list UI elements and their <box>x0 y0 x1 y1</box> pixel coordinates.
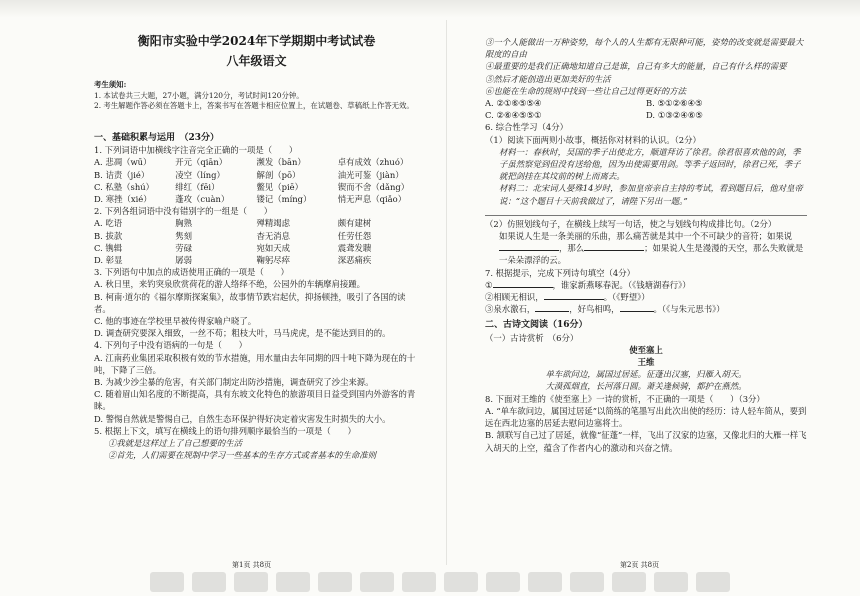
poem-line-1: 单车欲问边，属国过居延。征蓬出汉塞，归雁入胡天。 <box>545 369 747 380</box>
q6-2-sentence-b: ，那么 <box>559 243 585 254</box>
q7-3-text: ③泉水激石， <box>485 304 536 315</box>
q6-material-2: 材料二：北宋词人晏殊14岁时，参加皇帝亲自主持的考试，看到题目后，他对皇帝说：“这个题目十天前我做过了，请陛下另出一题。” <box>499 183 803 206</box>
q5-statement-1: ①我就是这样过上了自己想要的生活 <box>108 438 242 449</box>
page-number-left: 第1页 共8页 <box>232 561 272 569</box>
q2-b-2: 隽刻 <box>175 230 192 241</box>
q1-b-1: B. 诘责（jié） <box>94 169 150 180</box>
q5-statement-2: ②首先，人们需要在规制中学习一些基本的生存方式或者基本的生命准则 <box>108 450 376 461</box>
q6-part-2-text <box>485 230 807 267</box>
q5-option-b: B. ⑤①②⑥④⑤ <box>646 98 703 109</box>
q2-c-3: 宛如天成 <box>256 242 290 253</box>
q8-option-b: B. 颔联写自己过了居延，就像“征蓬”一样，飞出了汉家的边塞，又像北归的大雁一样飞入胡天的上空，蕴含了作者内心的激动和兴奋之情。 <box>485 430 807 453</box>
instruction-1: 1. 本试卷共三大题，27小题，满分120分，考试时间120分钟。 <box>94 90 304 100</box>
answer-line <box>485 215 807 216</box>
q2-c-4: 震聋发聩 <box>337 242 372 253</box>
instructions <box>94 80 419 112</box>
q7-3-mid: ，好鸟相鸣， <box>569 304 620 315</box>
q1-a-4: 卓有成效（zhuó） <box>337 157 409 168</box>
q5-options-row-1 <box>485 97 807 109</box>
scan-artifact <box>486 572 520 592</box>
q1-a-2: 开元（qiān） <box>175 157 228 168</box>
q4-option-c: C. 随着眉山知名度的不断提高，具有东坡文化特色的旅游项目日益受到国内外游客的青睐。 <box>94 389 416 412</box>
q2-b-3: 杳无消息 <box>256 230 290 241</box>
scan-artifact <box>444 572 478 592</box>
q6-part-1: （1）阅读下面两则小故事，概括你对材料的认识。（2分） <box>485 134 701 145</box>
q5-option-c: C. ②⑥④⑤⑤① <box>485 110 542 121</box>
q1-b-3: 解剖（pō） <box>256 169 301 180</box>
scan-artifact <box>276 572 310 592</box>
q3-option-a: A. 秋日里，来钓突泉欣赏荷花的游人络绎不绝，公园外的车辆摩肩接踵。 <box>94 279 365 290</box>
scan-artifact <box>318 572 352 592</box>
instructions-heading: 考生须知: <box>94 80 127 89</box>
q2-a-1: A. 吃语 <box>94 218 123 229</box>
q1-c-1: C. 私塾（shú） <box>94 181 155 192</box>
q3-option-d: D. 调查研究要深入细致，一丝不苟；粗枝大叶，马马虎虎，是不能达到目的的。 <box>94 328 391 339</box>
q7-2-src: 。（《野望》） <box>603 292 650 303</box>
scan-artifact <box>570 572 604 592</box>
q1-option-b <box>94 169 419 181</box>
q5-statement-5: ⑤然后才能创造出更加美好的生活 <box>485 73 611 84</box>
scan-artifact <box>402 572 436 592</box>
q6-material-1: 材料一：春秋时，吴国的季子出使北方，顺道拜访了徐君。徐君很喜欢他的剑，季子虽然察觉到但没有送给他，因为出使需要用剑。等季子返回时，徐君已死，季子就把剑挂在其坟前的树上而离去。 <box>499 146 801 182</box>
scan-artifact <box>192 572 226 592</box>
section-2-heading: 二、古诗文阅读（16分） <box>485 320 588 331</box>
q1-d-4: 悄无声息（qiǎo） <box>337 194 407 205</box>
q8-option-a: A. “单车欲问边，属国过居延”以简练的笔墨写出此次出使的经历：诗人轻车简从，要到远在西北边塞的居延去慰问边塞将士。 <box>485 405 807 429</box>
blank-1 <box>499 242 559 251</box>
section-1-heading: 一、基础积累与运用 （23分） <box>94 133 220 143</box>
q4-option-b: B. 为减少沙尘暴的危害，有关部门制定出防沙措施，调查研究了沙尘来源。 <box>94 377 374 388</box>
q5-statement-6: ⑥也能在生命的规则中找到一些让自己过得更好的方法 <box>485 85 686 96</box>
q1-d-2: 蓬攻（cuàn） <box>175 194 230 205</box>
q1-a-3: 濒发（bān） <box>256 157 306 168</box>
poem-line-2: 大漠孤烟直，长河落日圆。萧关逢候骑，都护在燕然。 <box>545 381 747 392</box>
q1-option-d <box>94 193 419 205</box>
q2-d-4: 深恶痛疾 <box>337 255 372 266</box>
q6-2-sentence-a: 如果说人生是一条美丽的乐曲，那么痛苦就是其中一个不可缺少的音符；如果说 <box>499 231 793 242</box>
q1-c-4: 锲而不舍（dǎng） <box>337 181 410 192</box>
question-7: 7. 根据提示，完成下列诗句填空（4分） <box>485 267 635 278</box>
scan-artifact <box>150 572 184 592</box>
blank-4 <box>544 291 604 300</box>
q2-option-a <box>94 217 419 229</box>
q2-c-2: 劳碌 <box>175 242 192 253</box>
right-column <box>485 36 807 566</box>
scan-artifact <box>612 572 646 592</box>
left-column <box>94 132 419 572</box>
q2-d-3: 鞠躬尽瘁 <box>256 255 290 266</box>
question-5: 5. 根据上下文，填写在横线上的语句排列顺序最恰当的一项是（ ） <box>94 425 356 436</box>
question-3: 3. 下列语句中加点的成语使用正确的一项是（ ） <box>94 267 289 278</box>
blank-2 <box>584 242 644 251</box>
q2-a-3: 殚精竭虑 <box>256 218 290 229</box>
q7-1-num: ① <box>485 279 493 290</box>
section-2-1-heading: （一）古诗赏析 （6分） <box>485 332 579 343</box>
q7-line-2 <box>485 291 807 303</box>
question-6: 6. 综合性学习（4分） <box>485 122 568 133</box>
scan-artifact <box>234 572 268 592</box>
question-4: 4. 下列句子中没有语病的一句是（ ） <box>94 340 248 351</box>
q7-1-text: ，谁家新燕啄春泥。（《钱塘湖春行》） <box>552 279 691 290</box>
q2-option-b <box>94 230 419 242</box>
scan-artifact <box>528 572 562 592</box>
q6-2-sentence-c: ；如果说人生是漫漫的天空，那么失败就是一朵朵漂浮的云。 <box>499 243 804 266</box>
q5-statement-3: ③一个人能做出一万种姿势，每个人的人生都有无限种可能，姿势的改变就是需要最大限度的自由 <box>485 37 804 60</box>
q4-option-d: D. 警惕自然就是警惕自己，自然生态环保护得好决定着灾害发生时损失的大小。 <box>94 413 391 424</box>
q3-option-b: B. 柯南·道尔的《福尔摩斯探案集》，故事情节跌宕起伏，抑扬顿挫，吸引了各国的读者。 <box>94 291 406 314</box>
q2-option-c <box>94 242 419 254</box>
page-number-right: 第2页 共8页 <box>620 561 660 569</box>
poem-title: 使至塞上 <box>629 344 663 355</box>
q5-option-a: A. ②①⑥⑤⑤④ <box>485 98 542 109</box>
q7-line-1 <box>485 279 807 291</box>
blank-5 <box>535 303 569 312</box>
poem-author: 王维 <box>637 357 655 368</box>
q2-a-2: 胸熟 <box>175 218 192 229</box>
scan-shadow <box>0 0 860 18</box>
page-fold-line <box>446 20 447 565</box>
q1-a-1: A. 悲凋（wū） <box>94 157 152 168</box>
q1-b-2: 凌空（líng） <box>175 169 225 180</box>
scan-artifact <box>696 572 730 592</box>
q1-b-4: 油光可鉴（jiàn） <box>337 169 404 180</box>
question-2: 2. 下列各组词语中没有错别字的一组是（ ） <box>94 206 273 217</box>
blank-3 <box>493 279 553 288</box>
q5-option-d: D. ①③②④⑥⑤ <box>646 110 703 121</box>
q5-options-row-2 <box>485 109 807 121</box>
instruction-2: 2. 考生解题作答必须在答题卡上，答案书写在答题卡相应位置上，在试题卷、草稿纸上作答无效。 <box>94 101 414 111</box>
q1-d-1: D. 寒挫（xié） <box>94 194 152 205</box>
q7-line-3 <box>485 303 807 315</box>
blank-6 <box>620 303 654 312</box>
q1-c-2: 绯红（fēi） <box>175 181 220 192</box>
q2-a-4: 颇有建树 <box>337 218 372 229</box>
q7-2-text: ②相顾无相识， <box>485 292 544 303</box>
scan-artifact <box>654 572 688 592</box>
q2-b-4: 任劳任怨 <box>337 230 372 241</box>
question-8: 8. 下面对王维的《使至塞上》一诗的赏析，不正确的一项是（ ）（3分） <box>485 393 765 404</box>
question-1: 1. 下列词语中加横线字注音完全正确的一项是（ ） <box>94 145 298 156</box>
q4-option-a: A. 江南药业集团采取积极有效的节水措施，用水量由去年同期的四十吨下降为现在的十吨，下降了三倍。 <box>94 352 416 375</box>
scan-artifact <box>360 572 394 592</box>
q6-part-2: （2）仿照划线句子，在横线上续写一句话，使之与划线句构成排比句。（2分） <box>485 218 777 229</box>
q3-option-c: C. 他的事迹在学校里早被传得家喻户晓了。 <box>94 316 257 327</box>
q2-option-d <box>94 254 419 266</box>
exam-subject: 八年级语文 <box>226 54 287 68</box>
q1-c-3: 鳖见（piē） <box>256 181 303 192</box>
q1-option-c <box>94 181 419 193</box>
q1-option-a <box>94 156 419 168</box>
q2-c-1: C. 镌辑 <box>94 242 123 253</box>
exam-title: 衡阳市实验中学2024年下学期期中考试试卷 <box>137 34 376 48</box>
q2-b-1: B. 拔款 <box>94 230 123 241</box>
q5-statement-4: ④最重要的是我们正确地知道自己是谁，自己有多大的能量，自己有什么样的需要 <box>485 61 787 72</box>
q2-d-2: 孱弱 <box>175 255 192 266</box>
q7-3-src: 。（《与朱元思书》） <box>653 304 725 315</box>
q1-d-3: 镂记（míng） <box>256 194 312 205</box>
scan-artifacts <box>0 572 860 596</box>
q2-d-1: D. 彰显 <box>94 255 123 266</box>
